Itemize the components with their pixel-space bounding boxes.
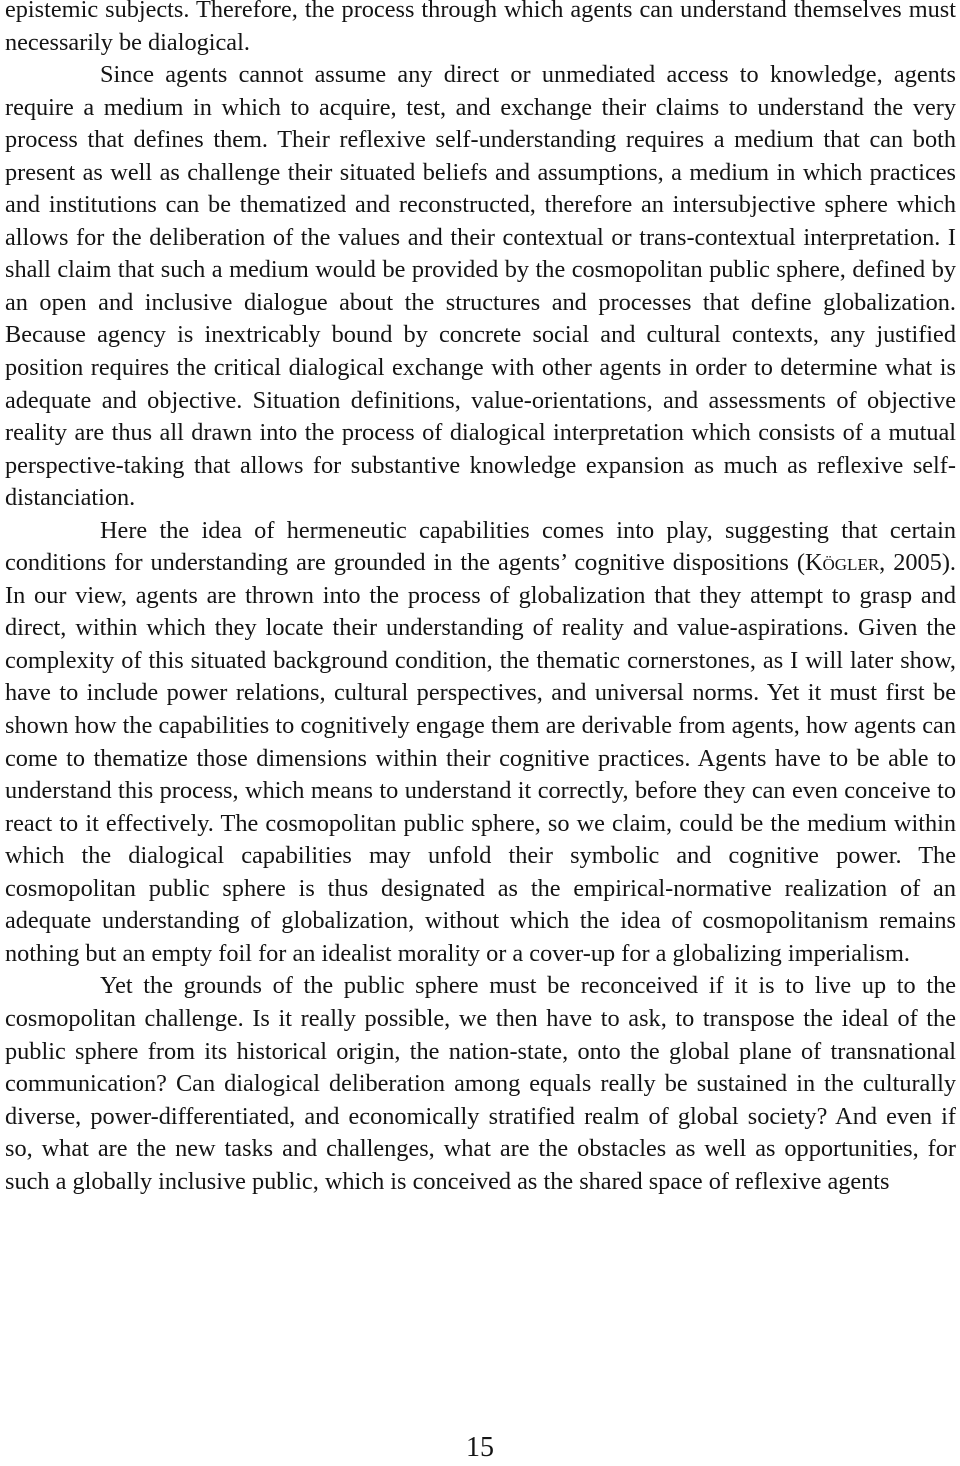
body-text — [5, 0, 956, 1198]
paragraph-1: epistemic subjects. Therefore, the process through which agents can understand themselves must necessarily be dialogical. — [5, 0, 956, 56]
paragraph-3-text-after: , 2005). In our view, agents are thrown into the process of globalization that they attempt to grasp and direct, within which they locate their understanding of reality and value-aspirations. Given the complexity of this situated background condition, the thematic cornerstones, as I will later show, have to include power relations, cultural perspectives, and universal norms. Yet it must first be shown how the capabilities to cognitively engage them are derivable from agents, how agents can come to thematize those dimensions within their cognitive practices. Agents have to be able to understand this process, which means to understand it correctly, before they can even conceive to react to it effectively. The cosmopolitan public sphere, so we claim, could be the medium within which the dialogical capabilities may unfold their symbolic and cognitive power. The cosmopolitan public sphere is thus designated as the empirical-normative realization of an adequate understanding of globalization, without which the idea of cosmopolitanism remains nothing but an empty foil for an idealist morality or a cover-up for a globalizing imperialism. — [5, 549, 956, 967]
paragraph-2: Since agents cannot assume any direct or unmediated access to knowledge, agents require a medium in which to acquire, test, and exchange their claims to understand the very process that defines them. Their reflexive self-understanding requires a medium that can both present as well as challenge their situated beliefs and assumptions, a medium in which practices and institutions can be thematized and reconstructed, therefore an intersubjective sphere which allows for the deliberation of the values and their contextual or trans-contextual interpretation. I shall claim that such a medium would be provided by the cosmopolitan public sphere, defined by an open and inclusive dialogue about the structures and processes that define globalization. Because agency is inextricably bound by concrete social and cultural contexts, any justified position requires the critical dialogical exchange with other agents in order to determine what is adequate and objective. Situation definitions, value-orientations, and assessments of objective reality are thus all drawn into the process of dialogical interpretation which consists of a mutual perspective-taking that allows for substantive knowledge expansion as much as reflexive self-distanciation. — [5, 61, 956, 512]
paragraph-4: Yet the grounds of the public sphere must be reconceived if it is to live up to the cosmopolitan challenge. Is it really possible, we then have to ask, to transpose the ideal of the public sphere from its historical origin, the nation-state, onto the global plane of transnational communication? Can dialogical deliberation among equals really be sustained in the culturally diverse, power-differentiated, and economically stratified realm of global society? And even if so, what are the new tasks and challenges, what are the obstacles as well as opportunities, for such a globally inclusive public, which is conceived as the shared space of reflexive agents — [5, 972, 956, 1195]
paragraph-3 — [5, 515, 956, 971]
page-number: 15 — [466, 1432, 494, 1463]
citation-author: Kögler — [804, 549, 880, 577]
paragraph-3-text-before: Here the idea of hermeneutic capabilities comes into play, suggesting that certain conditions for understanding are grounded in the agents’ cognitive dispositions ( — [5, 516, 956, 577]
